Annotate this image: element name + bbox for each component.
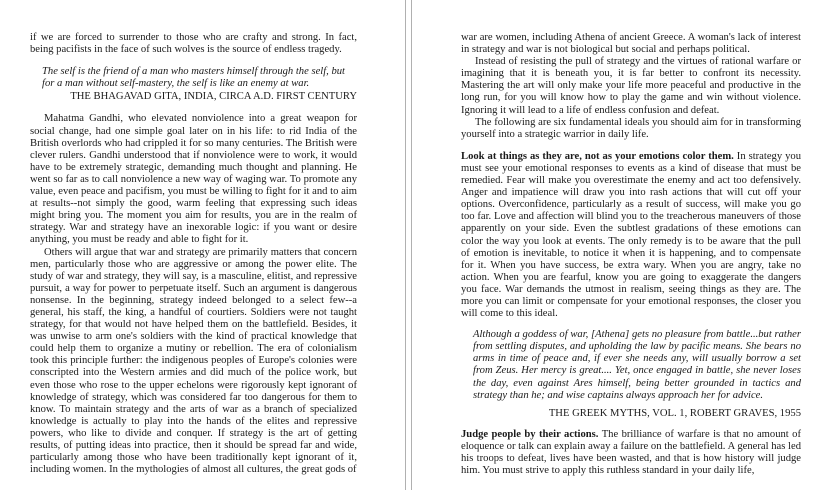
ideal-one-paragraph — [461, 151, 801, 320]
athena-quote-block — [473, 329, 801, 420]
left-page — [0, 0, 405, 490]
strategy-elite-paragraph: Others will argue that war and strategy are primarily matters that concern men, particularly those who are aggressive or among the power elite. The study of war and strategy, they will say, is a masculine, elitist, and repressive pursuit, a way for power to perpetuate itself. Such an argument is dangerous nonsense. In the beginning, strategy indeed belonged to a select few--a general, his staff, the king, a handful of courtiers. Soldiers were not taught strategy, for that would not have helped them on the battlefield. Besides, it was unwise to arm one's soldiers with the kind of practical knowledge that could help them to organize a mutiny or rebellion. The era of colonialism took this principle further: the indigenous peoples of Europe's colonies were conscripted into the Western armies and did much of the police work, but even those who rose to the upper echelons were rigorously kept ignorant of knowledge of strategy, which was considered far too dangerous for them to know. To maintain strategy and the arts of war as a branch of specialized knowledge is actually to play into the hands of the elites and repressive powers, who like to divide and conquer. If strategy is the art of getting results, of putting ideas into practice, then it should be spread far and wide, particularly among those who have been traditionally kept ignorant of it, including women. In the mythologies of almost all cultures, the great gods of — [30, 246, 357, 476]
ideal-two-body: The brilliance of warfare is that no amount of eloquence or talk can explain away a failure on the battlefield. A general has led his troops to defeat, lives have been wasted, and that is how history will judge him. You must strive to apply this ruthless standard in your daily life, — [461, 428, 801, 477]
athena-quote: Although a goddess of war, [Athena] gets no pleasure from battle...but rather from settling disputes, and upholding the law by pacific means. She bears no arms in time of peace and, if ever she needs any, will usually borrow a set from Zeus. Her mercy is great.... Yet, once engaged in battle, she never loses the day, even against Ares himself, being better grounded in tactics and strategy than he; and wise captains always approach her for advice. — [473, 329, 801, 401]
athena-quote-source: THE GREEK MYTHS, VOL. 1, ROBERT GRAVES, 1955 — [548, 407, 801, 419]
ideal-one-heading: Look at things as they are, not as your emotions color them. — [461, 150, 734, 162]
ideal-one-body: In strategy you must see your emotional responses to events as a kind of disease that must be remedied. Fear will make you overestimate the enemy and act too defensively. Anger and impatience will draw you into rash actions that will cut off your options. Overconfidence, particularly as a result of success, will make you go too far. Love and affection will blind you to the treacherous maneuvers of those apparently on your side. Even the subtlest gradations of these emotions can color the way you look at events. The only remedy is to be aware that the pull of emotion is inevitable, to notice it when it is happening, and to compensate for it. When you have success, be extra wary. When you are angry, take no action. When you are fearful, know you are going to exaggerate the dangers you face. War demands the utmost in realism, seeing things as they are. The more you can limit or compensate for your emotional responses, the closer you will come to this ideal. — [461, 150, 801, 320]
ideal-two-paragraph — [461, 429, 801, 477]
six-ideals-paragraph: The following are six fundamental ideals you should aim for in transforming yourself into a strategic warrior in daily life. — [461, 116, 801, 140]
intro-paragraph: if we are forced to surrender to those who are crafty and strong. In fact, being pacifists in the face of such wolves is the source of endless tragedy. — [30, 32, 357, 56]
continuation-paragraph: war are women, including Athena of ancient Greece. A woman's lack of interest in strategy and war is not biological but social and perhaps political. — [461, 32, 801, 56]
epigraph — [30, 66, 357, 103]
page-gutter — [405, 0, 412, 490]
right-page — [412, 0, 821, 490]
right-column — [461, 32, 801, 477]
ideal-two-heading: Judge people by their actions. — [461, 428, 599, 440]
gandhi-paragraph: Mahatma Gandhi, who elevated nonviolence into a great weapon for social change, had one simple goal later on in his life: to rid India of the British overlords who had crippled it for so many centuries. The British were clever rulers. Gandhi understood that if nonviolence were to work, it would have to be extremely strategic, demanding much thought and planning. He went so far as to call nonviolence a new way of waging war. To promote any value, even peace and pacifism, you must be willing to fight for it and to aim at results--not simply the good, warm feeling that expressing such ideas might bring you. The moment you aim for results, you are in the realm of strategy. War and strategy have an inexorable logic: if you want or desire anything, you must be ready and able to fight for it. — [30, 113, 357, 246]
confront-paragraph: Instead of resisting the pull of strategy and the virtues of rational warfare or imagining that it is beneath you, it is far better to confront its necessity. Mastering the art will only make your life more peaceful and productive in the long run, for you will know how to play the game and win without violence. Ignoring it will lead to a life of endless confusion and defeat. — [461, 56, 801, 116]
left-column — [30, 32, 357, 476]
epigraph-source: THE BHAGAVAD GITA, INDIA, CIRCA A.D. FIRST CENTURY — [70, 91, 357, 103]
epigraph-quote: The self is the friend of a man who masters himself through the self, but for a man without self-mastery, the self is like an enemy at war. — [42, 66, 345, 90]
